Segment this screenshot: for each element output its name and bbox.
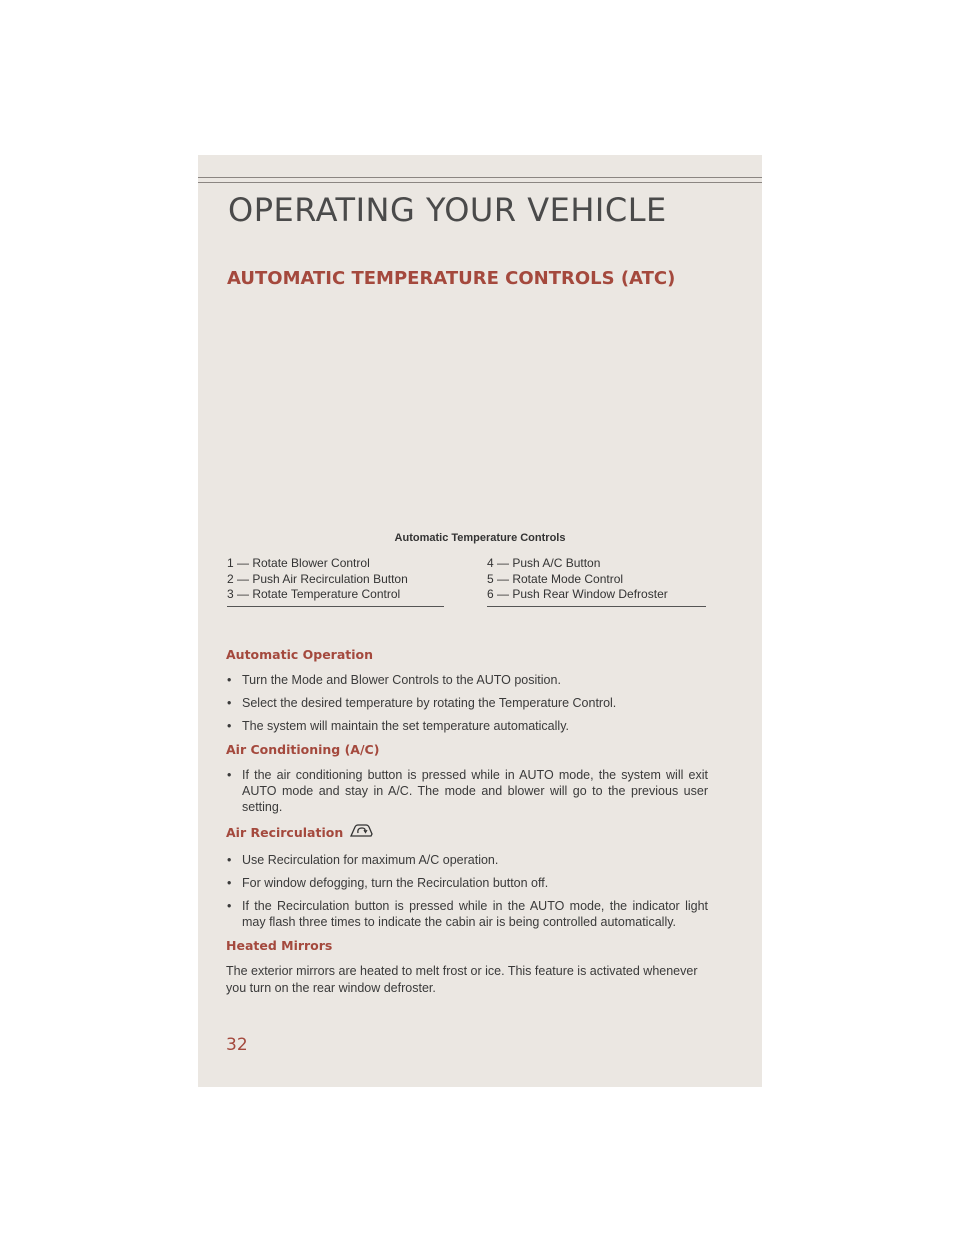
section-title: OPERATING YOUR VEHICLE bbox=[228, 191, 667, 229]
legend-divider bbox=[227, 606, 444, 607]
air-recirculation-list bbox=[226, 852, 708, 930]
list-item: • Turn the Mode and Blower Controls to the AUTO position. bbox=[226, 672, 708, 688]
legend-item: 4 — Push A/C Button bbox=[487, 556, 601, 570]
figure-caption: Automatic Temperature Controls bbox=[394, 532, 566, 544]
air-conditioning-title: Air Conditioning (A/C) bbox=[226, 742, 380, 757]
list-item: • The system will maintain the set temperature automatically. bbox=[226, 718, 708, 734]
legend-right bbox=[487, 556, 706, 607]
legend-item: 3 — Rotate Temperature Control bbox=[227, 587, 401, 601]
heated-mirrors-text: The exterior mirrors are heated to melt frost or ice. This feature is activated whenever you turn on the rear window defroster. bbox=[226, 964, 698, 995]
heated-mirrors-title: Heated Mirrors bbox=[226, 938, 333, 953]
legend-left bbox=[227, 556, 444, 607]
legend-item: 5 — Rotate Mode Control bbox=[487, 571, 624, 586]
list-item: • For window defogging, turn the Recirculation button off. bbox=[226, 875, 708, 891]
page-content bbox=[226, 647, 708, 997]
page-number: 32 bbox=[226, 1035, 248, 1055]
automatic-operation-title: Automatic Operation bbox=[226, 647, 374, 662]
header-rule-top bbox=[198, 177, 762, 178]
page-heading: AUTOMATIC TEMPERATURE CONTROLS (ATC) bbox=[227, 268, 676, 289]
list-item: • If the Recirculation button is pressed while in the AUTO mode, the indicator light may flash three times to indicate the cabin air is being controlled automatically. bbox=[226, 898, 708, 930]
header-rule-bottom bbox=[198, 182, 762, 183]
legend-item: 1 — Rotate Blower Control bbox=[227, 556, 370, 570]
list-item: • Use Recirculation for maximum A/C operation. bbox=[226, 852, 708, 868]
manual-page bbox=[198, 155, 762, 1087]
air-recirculation-header bbox=[226, 823, 708, 842]
legend-item: 6 — Push Rear Window Defroster bbox=[487, 587, 668, 601]
air-conditioning-list bbox=[226, 767, 708, 815]
list-item: • Select the desired temperature by rotating the Temperature Control. bbox=[226, 695, 708, 711]
air-recirculation-title: Air Recirculation bbox=[226, 825, 344, 840]
legend-item: 2 — Push Air Recirculation Button bbox=[227, 571, 408, 586]
legend-divider bbox=[487, 606, 706, 607]
automatic-operation-list bbox=[226, 672, 708, 734]
recirculation-icon bbox=[349, 823, 373, 842]
list-item: • If the air conditioning button is pressed while in AUTO mode, the system will exit AUTO mode and stay in A/C. The mode and blower will go to the previous user setting. bbox=[226, 767, 708, 815]
